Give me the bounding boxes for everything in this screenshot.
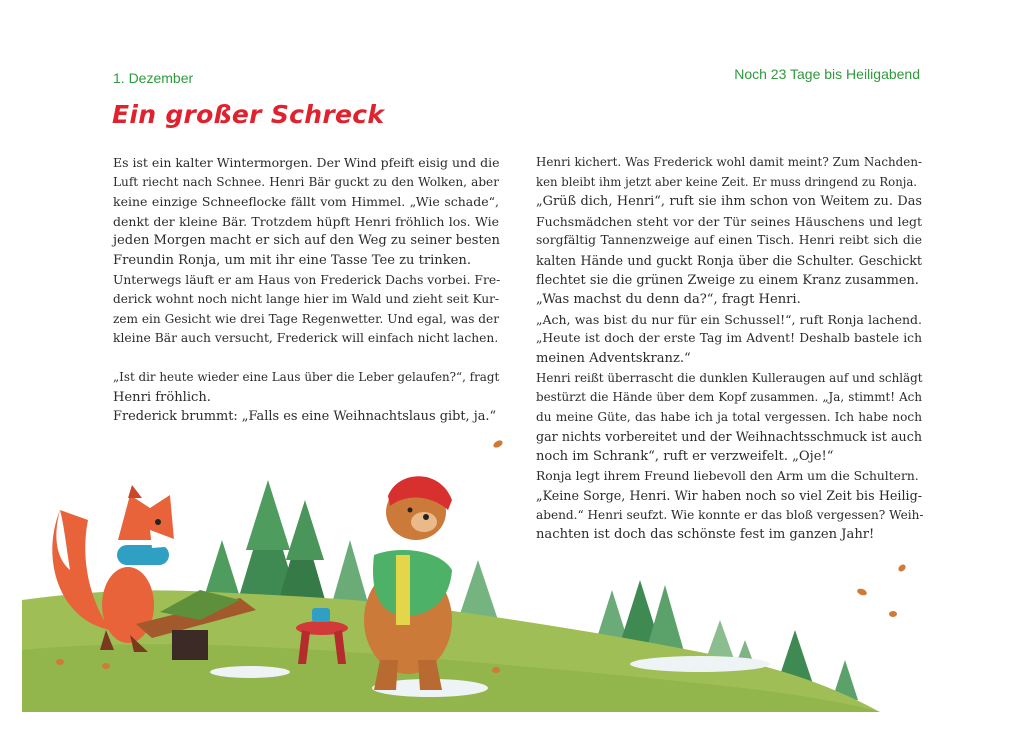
leaf-icon — [492, 439, 504, 449]
paragraph — [113, 368, 499, 407]
text-line: denkt der kleine Bär. Trotzdem hüpft Henri fröhlich los. Wie — [113, 213, 499, 229]
text-line: Ronja legt ihrem Freund liebevoll den Arm um die Schultern. — [536, 468, 919, 483]
text-line: Henri fröhlich. — [113, 389, 211, 405]
fir-tree-icon — [458, 560, 498, 620]
story-title: Ein großer Schreck — [112, 100, 385, 129]
text-line: abend.“ Henri seufzt. Wie konnte er das bloß vergessen? Weih- — [536, 507, 924, 522]
text-line: Luft riecht nach Schnee. Henri Bär guckt zu den Wolken, aber — [113, 174, 499, 189]
text-line: kalten Hände und guckt Ronja über die Schulter. Geschickt — [536, 252, 922, 268]
text-line: Henri kichert. Was Frederick wohl damit meint? Zum Nachden- — [536, 155, 922, 169]
paragraph — [536, 310, 922, 369]
text-line: Unterwegs läuft er am Haus von Frederick Dachs vorbei. Fre- — [113, 272, 501, 287]
paragraph — [536, 467, 922, 487]
text-line: Henri reißt überrascht die dunklen Kulleraugen auf und schlägt — [536, 370, 923, 385]
text-line: „Ach, was bist du nur für ein Schussel!“, ruft Ronja lachend. — [536, 311, 922, 327]
paragraph — [536, 486, 922, 545]
paragraph — [113, 271, 499, 349]
leaf-icon — [102, 663, 110, 669]
leaf-icon — [492, 667, 500, 673]
text-line: „Was machst du denn da?“, fragt Henri. — [536, 292, 801, 308]
paragraph — [113, 407, 499, 427]
countdown-label: Noch 23 Tage bis Heiligabend — [734, 66, 920, 82]
text-line: „Keine Sorge, Henri. Wir haben noch so viel Zeit bis Heilig- — [536, 488, 922, 504]
leaf-icon — [856, 587, 867, 596]
text-line: „Ist dir heute wieder eine Laus über die Leber gelaufen?“, fragt — [113, 369, 500, 384]
paragraph — [536, 290, 922, 310]
paragraph — [113, 153, 499, 271]
date-label: 1. Dezember — [113, 70, 194, 86]
text-line: bestürzt die Hände über dem Kopf zusammen. „Ja, stimmt! Ach — [536, 390, 922, 405]
leaf-icon — [889, 611, 897, 617]
text-line: jeden Morgen macht er sich auf den Weg zu seiner besten — [113, 233, 500, 249]
leaf-icon — [56, 659, 64, 665]
story-column-right — [536, 153, 922, 545]
text-line: Es ist ein kalter Wintermorgen. Der Wind pfeift eisig und die — [113, 155, 500, 170]
text-line: gar nichts vorbereitet und der Weihnachtsschmuck ist auch — [536, 429, 922, 445]
story-column-left — [113, 153, 499, 427]
text-line: nachten ist doch das schönste fest im ganzen Jahr! — [536, 527, 875, 543]
text-line: ken bleibt ihm jetzt aber keine Zeit. Er muss dringend zu Ronja. — [536, 174, 918, 189]
text-line: noch im Schrank“, ruft er verzweifelt. „Oje!“ — [536, 448, 834, 464]
text-line: zem ein Gesicht wie drei Tage Regenwetter. Und egal, was der — [113, 311, 499, 326]
text-line: Freundin Ronja, um mit ihr eine Tasse Tee zu trinken. — [113, 252, 472, 268]
leaf-icon — [897, 563, 907, 573]
text-line: „Grüß dich, Henri“, ruft sie ihm schon von Weitem zu. Das — [536, 194, 922, 210]
text-line: derick wohnt noch nicht lange hier im Wald und zieht seit Kur- — [113, 292, 499, 307]
text-line: keine einzige Schneeflocke fällt vom Himmel. „Wie schade“, — [113, 194, 499, 210]
text-line: flechtet sie die grünen Zweige zu einem Kranz zusammen. — [536, 272, 919, 288]
fir-tree-icon — [286, 500, 324, 560]
paragraph — [536, 192, 922, 290]
teacup-icon — [312, 608, 330, 622]
text-line: Fuchsmädchen steht vor der Tür seines Häuschens und legt — [536, 213, 922, 229]
fir-tree-icon — [246, 480, 290, 550]
text-line: meinen Adventskranz.“ — [536, 350, 691, 366]
text-line: Frederick brummt: „Falls es eine Weihnachtslaus gibt, ja.“ — [113, 409, 497, 425]
text-line: kleine Bär auch versucht, Frederick will einfach nicht lachen. — [113, 331, 499, 346]
paragraph — [536, 369, 922, 467]
text-line: du meine Güte, das habe ich ja total vergessen. Ich habe noch — [536, 409, 922, 424]
paragraph — [536, 153, 922, 192]
text-line: sorgfältig Tannenzweige auf einen Tisch. Henri reibt sich die — [536, 233, 922, 248]
text-line: „Heute ist doch der erste Tag im Advent! Deshalb bastele ich — [536, 331, 922, 346]
